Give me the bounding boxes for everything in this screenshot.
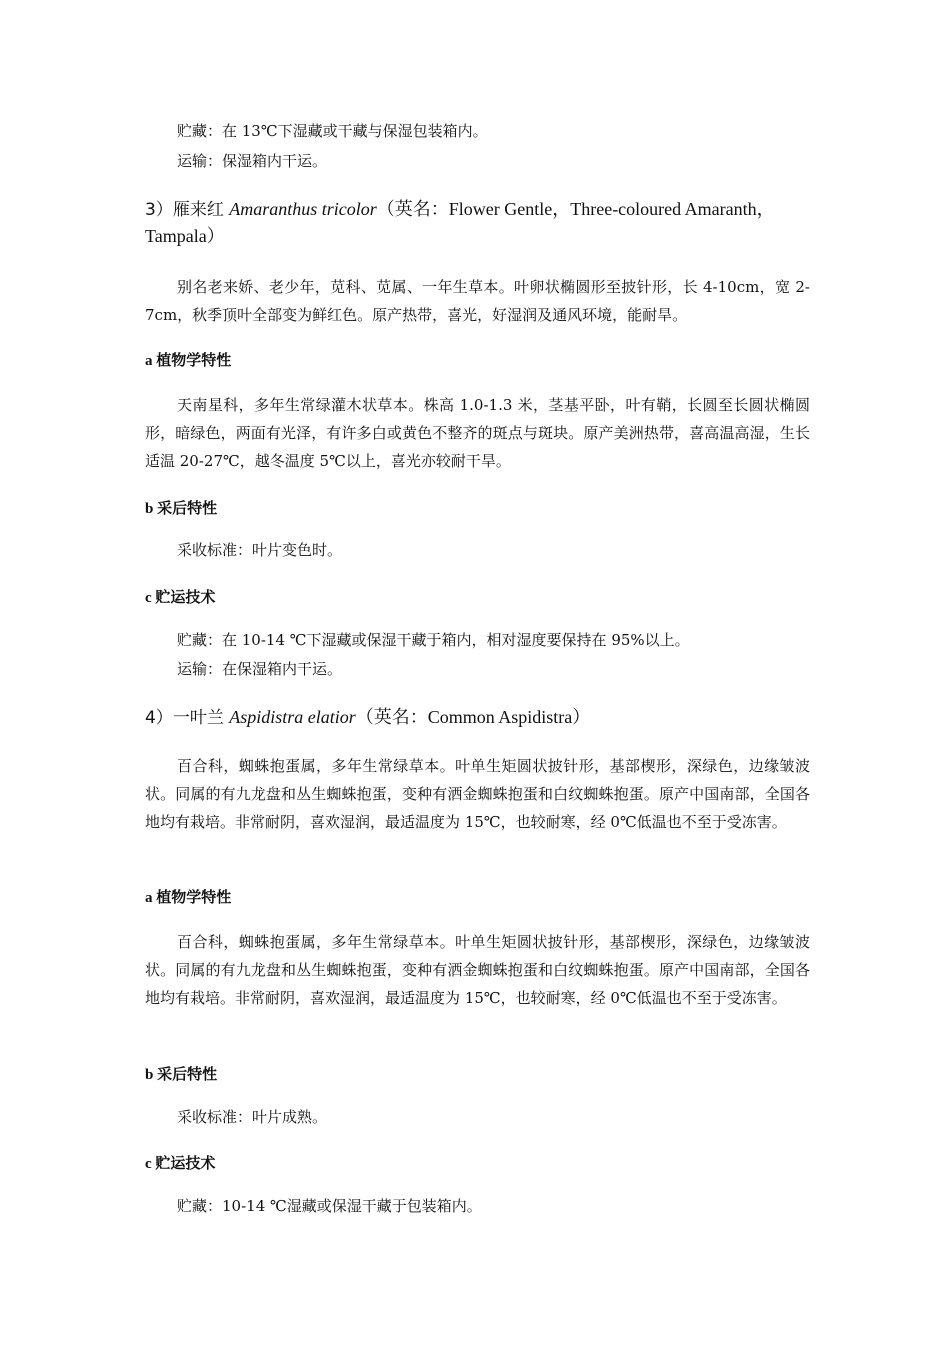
section-4-c-title: 贮运技术	[155, 1154, 216, 1172]
section-4-heading-prefix: 4）一叶兰	[145, 708, 230, 728]
section-4-subheading-a	[145, 887, 810, 908]
section-3-b-title: 采后特性	[157, 499, 218, 517]
section-3-heading-prefix: 3）雁来红	[145, 200, 230, 220]
section-3-b-paragraph: 采收标准：叶片变色时。	[177, 541, 343, 559]
section-3-a-paragraph: 天南星科，多年生常绿灌木状草本。株高 1.0-1.3 米，茎基平卧，叶有鞘，长圆至长圆状椭圆形，暗绿色，两面有光泽，有许多白或黄色不整齐的斑点与斑块。原产美洲热带，喜高温高湿，生长适温 20-27℃，越冬温度 5℃以上，喜光亦较耐干旱。	[145, 396, 810, 470]
section-3-subheading-b	[145, 498, 810, 519]
section-3-heading-suffix: （英名：Flower Gentle，Three-coloured Amaranth，Tampala）	[145, 199, 775, 246]
section-4-intro-paragraph: 百合科，蜘蛛抱蛋属，多年生常绿草本。叶单生矩圆状披针形，基部楔形，深绿色，边缘皱波状。同属的有九龙盘和丛生蜘蛛抱蛋，变种有洒金蜘蛛抱蛋和白纹蜘蛛抱蛋。原产中国南部，全国各地均有栽培。非常耐阴，喜欢湿润，最适温度为 15℃，也较耐寒，经 0℃低温也不至于受冻害。	[145, 757, 810, 831]
section-3-c-storage-line: 贮藏：在 10-14 ℃下湿藏或保湿干藏于箱内，相对湿度要保持在 95%以上。	[177, 631, 690, 649]
section-3-c-letter: c	[145, 590, 156, 606]
section-3-c-title: 贮运技术	[155, 588, 216, 606]
intro-transport-line: 运输：保湿箱内干运。	[177, 152, 328, 170]
section-4-b-title: 采后特性	[157, 1065, 218, 1083]
intro-storage-line: 贮藏：在 13℃下湿藏或干藏与保湿包装箱内。	[177, 122, 488, 140]
section-4-latin-name: Aspidistra elatior	[229, 707, 356, 727]
section-4-a-letter: a	[145, 890, 157, 906]
section-3-latin-name: Amaranthus tricolor	[229, 199, 377, 219]
section-4-b-paragraph: 采收标准：叶片成熟。	[177, 1108, 328, 1126]
section-4-b-letter: b	[145, 1067, 158, 1083]
section-3-c-transport-line: 运输：在保湿箱内干运。	[177, 660, 343, 678]
section-3-b-letter: b	[145, 501, 158, 517]
section-4-subheading-b	[145, 1064, 810, 1085]
section-4-a-title: 植物学特性	[156, 888, 232, 906]
section-3-heading	[145, 196, 810, 250]
section-4-c-letter: c	[145, 1156, 156, 1172]
section-3-a-title: 植物学特性	[156, 351, 232, 369]
section-4-c-storage-line: 贮藏：10-14 ℃湿藏或保湿干藏于包装箱内。	[177, 1197, 482, 1215]
section-4-subheading-c	[145, 1153, 810, 1174]
section-4-heading-suffix: （英名：Common Aspidistra）	[355, 707, 591, 727]
section-3-subheading-a	[145, 350, 810, 371]
section-3-subheading-c	[145, 587, 810, 608]
section-3-intro-paragraph: 别名老来娇、老少年，苋科、苋属、一年生草本。叶卵状椭圆形至披针形，长 4-10cm，宽 2-7cm，秋季顶叶全部变为鲜红色。原产热带，喜光，好湿润及通风环境，能耐旱。	[145, 278, 810, 324]
section-3-a-letter: a	[145, 353, 157, 369]
section-4-a-paragraph: 百合科，蜘蛛抱蛋属，多年生常绿草本。叶单生矩圆状披针形，基部楔形，深绿色，边缘皱波状。同属的有九龙盘和丛生蜘蛛抱蛋，变种有洒金蜘蛛抱蛋和白纹蜘蛛抱蛋。原产中国南部，全国各地均有栽培。非常耐阴，喜欢湿润，最适温度为 15℃，也较耐寒，经 0℃低温也不至于受冻害。	[145, 933, 810, 1007]
section-4-heading	[145, 704, 810, 731]
